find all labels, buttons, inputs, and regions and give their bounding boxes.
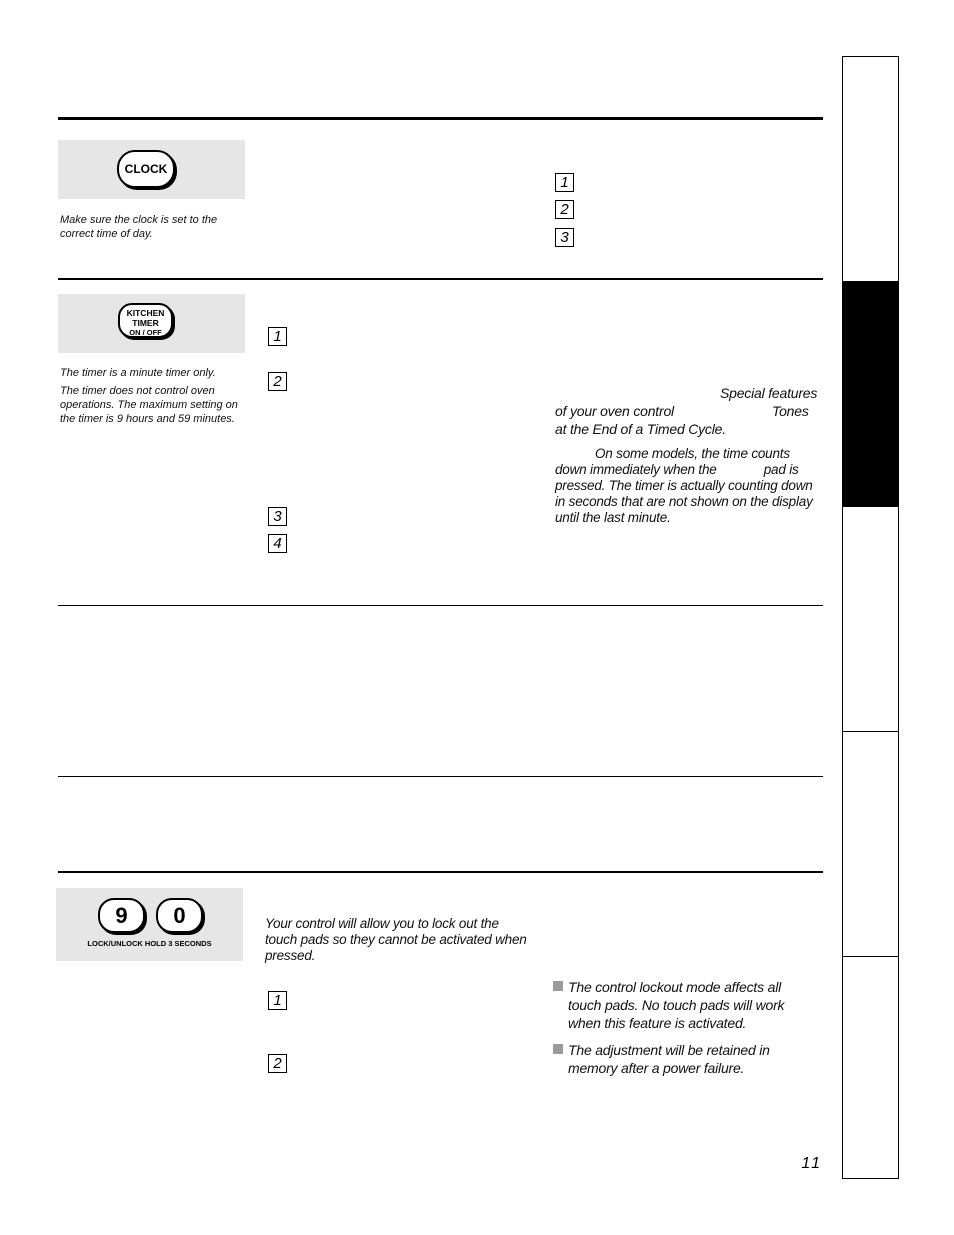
side-tab-divider bbox=[842, 731, 898, 732]
timer-ref-line2b: Tones bbox=[772, 403, 809, 419]
side-tab-divider bbox=[842, 956, 898, 957]
lockout-intro: Your control will allow you to lock out the touch pads so they cannot be activated when pressed. bbox=[265, 916, 527, 963]
section-rule bbox=[58, 776, 823, 777]
lockout-step-1: 1 bbox=[268, 991, 287, 1010]
clock-key-label: CLOCK bbox=[124, 162, 168, 176]
timer-key-line2: TIMER bbox=[132, 318, 159, 328]
clock-step-1: 1 bbox=[555, 173, 574, 192]
section-rule-top bbox=[58, 117, 823, 120]
timer-ref-line1: Special features bbox=[720, 385, 818, 401]
key-9-label: 9 bbox=[115, 903, 128, 928]
timer-step-4: 4 bbox=[268, 534, 287, 553]
timer-key-line1: KITCHEN bbox=[126, 308, 165, 318]
section-rule bbox=[58, 605, 823, 606]
side-tab-column bbox=[842, 56, 899, 1179]
clock-key bbox=[117, 150, 175, 188]
timer-step-3: 3 bbox=[268, 507, 287, 526]
timer-tip-part1: On some models, the time counts down immediately when the bbox=[555, 446, 790, 477]
lockout-bullet-2: The adjustment will be retained in memory after a power failure. bbox=[568, 1042, 770, 1076]
timer-ref-line2a: of your oven control bbox=[555, 403, 674, 419]
clock-step-2: 2 bbox=[555, 200, 574, 219]
key-0-label: 0 bbox=[173, 903, 186, 928]
side-tab-active bbox=[842, 281, 899, 507]
kitchen-timer-key bbox=[118, 303, 173, 338]
bullet-marker bbox=[553, 1044, 563, 1054]
timer-step-1: 1 bbox=[268, 327, 287, 346]
timer-note-1: The timer is a minute timer only. bbox=[60, 367, 216, 379]
timer-step-2: 2 bbox=[268, 372, 287, 391]
lockout-bullet-1: The control lockout mode affects all touch pads. No touch pads will work when this feature is activated. bbox=[568, 979, 785, 1031]
clock-note: Make sure the clock is set to the correct time of day. bbox=[60, 214, 218, 240]
bullet-marker bbox=[553, 981, 563, 991]
clock-step-3: 3 bbox=[555, 228, 574, 247]
timer-tip bbox=[555, 446, 817, 526]
key-0 bbox=[156, 898, 203, 933]
key-9 bbox=[98, 898, 145, 933]
lockout-key-caption: LOCK/UNLOCK HOLD 3 SECONDS bbox=[87, 939, 212, 948]
section-rule-lockout bbox=[58, 871, 823, 873]
lockout-key-panel bbox=[56, 888, 243, 961]
timer-tip-part2: pad is pressed. The timer is actually counting down in seconds that are not shown on the display until the last minute. bbox=[555, 462, 813, 525]
lockout-step-2: 2 bbox=[268, 1054, 287, 1073]
section-rule-timer bbox=[58, 278, 823, 280]
timer-note-2: The timer does not control oven operations. The maximum setting on the timer is 9 hours and 59 minutes. bbox=[60, 385, 238, 425]
timer-ref-line3: at the End of a Timed Cycle. bbox=[555, 421, 726, 437]
timer-key-line3: ON / OFF bbox=[129, 328, 162, 337]
page-number: 11 bbox=[801, 1155, 822, 1172]
